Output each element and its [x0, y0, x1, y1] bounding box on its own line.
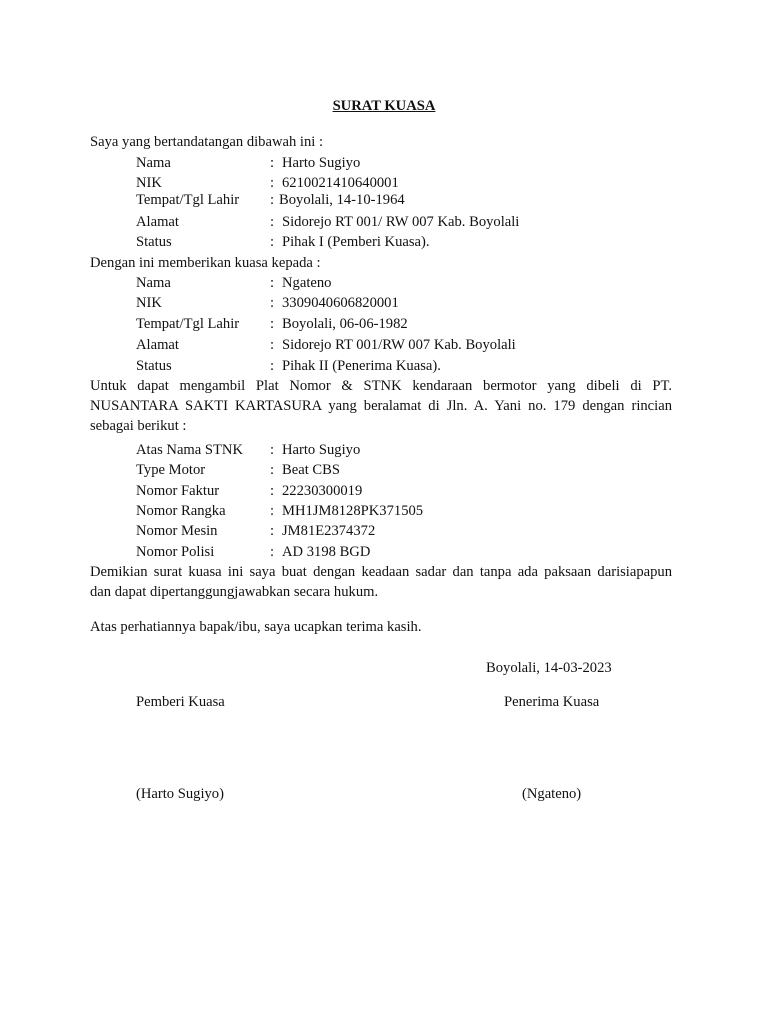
vehicle-polisi-label: Nomor Polisi — [136, 544, 215, 560]
pihak1-nik-value: 6210021410640001 — [282, 175, 399, 191]
vehicle-mesin-colon: : — [270, 523, 275, 539]
vehicle-polisi-value: AD 3198 BGD — [282, 544, 371, 560]
pihak1-status-value: Pihak I (Pemberi Kuasa). — [282, 234, 430, 250]
vehicle-rangka-colon: : — [270, 503, 275, 519]
purpose-line-1: Untuk dapat mengambil Plat Nomor & STNK kendaraan bermotor yang dibeli di PT. — [90, 378, 672, 394]
pihak1-status-label: Status — [136, 234, 172, 250]
signer-right-name: (Ngateno) — [522, 786, 582, 802]
vehicle-mesin-value: JM81E2374372 — [282, 523, 376, 539]
signer-left-role: Pemberi Kuasa — [136, 694, 225, 710]
pihak1-nik-label: NIK — [136, 175, 162, 191]
pihak2-alamat-label: Alamat — [136, 337, 179, 353]
signer-right-role: Penerima Kuasa — [504, 694, 600, 710]
vehicle-type-colon: : — [270, 462, 275, 478]
vehicle-type-value: Beat CBS — [282, 462, 340, 478]
pihak1-ttl-value: Boyolali, 14-10-1964 — [279, 192, 405, 208]
pihak2-ttl-colon: : — [270, 316, 275, 332]
purpose-line-3: sebagai berikut : — [90, 418, 187, 434]
closing-line-2: dan dapat dipertanggungjawabkan secara hukum. — [90, 584, 379, 600]
pihak2-nik-label: NIK — [136, 295, 162, 311]
pihak1-nik-colon: : — [270, 175, 275, 191]
pihak2-alamat-value: Sidorejo RT 001/RW 007 Kab. Boyolali — [282, 337, 516, 353]
vehicle-rangka-value: MH1JM8128PK371505 — [282, 503, 424, 519]
pihak2-nama-label: Nama — [136, 275, 171, 291]
vehicle-faktur-colon: : — [270, 483, 275, 499]
vehicle-stnk-colon: : — [270, 442, 275, 458]
pihak2-ttl-value: Boyolali, 06-06-1982 — [282, 316, 408, 332]
pihak2-status-value: Pihak II (Penerima Kuasa). — [282, 358, 441, 374]
thanks-text: Atas perhatiannya bapak/ibu, saya ucapkan terima kasih. — [90, 619, 422, 635]
vehicle-stnk-value: Harto Sugiyo — [282, 442, 361, 458]
pihak1-alamat-label: Alamat — [136, 214, 179, 230]
pihak1-nama-value: Harto Sugiyo — [282, 155, 361, 171]
pihak2-nik-colon: : — [270, 295, 275, 311]
vehicle-stnk-label: Atas Nama STNK — [136, 442, 244, 458]
pihak1-nama-label: Nama — [136, 155, 171, 171]
signer-left-name: (Harto Sugiyo) — [136, 786, 224, 802]
pihak2-status-label: Status — [136, 358, 172, 374]
place-date: Boyolali, 14-03-2023 — [486, 660, 612, 676]
pihak2-nik-value: 3309040606820001 — [282, 295, 399, 311]
intro-text: Saya yang bertandatangan dibawah ini : — [90, 134, 324, 150]
pihak1-status-colon: : — [270, 234, 275, 250]
pihak2-nama-value: Ngateno — [282, 275, 332, 291]
pihak2-nama-colon: : — [270, 275, 275, 291]
pihak1-ttl-label: Tempat/Tgl Lahir — [136, 192, 240, 208]
vehicle-rangka-label: Nomor Rangka — [136, 503, 226, 519]
pihak1-alamat-value: Sidorejo RT 001/ RW 007 Kab. Boyolali — [282, 214, 520, 230]
vehicle-mesin-label: Nomor Mesin — [136, 523, 218, 539]
pihak1-ttl-colon: : — [270, 192, 275, 208]
vehicle-faktur-value: 22230300019 — [282, 483, 363, 499]
pihak2-alamat-colon: : — [270, 337, 275, 353]
vehicle-type-label: Type Motor — [136, 462, 206, 478]
closing-line-1: Demikian surat kuasa ini saya buat dengan keadaan sadar dan tanpa ada paksaan darisiapapun — [90, 564, 672, 580]
pihak2-status-colon: : — [270, 358, 275, 374]
pihak1-alamat-colon: : — [270, 214, 275, 230]
pihak1-nama-colon: : — [270, 155, 275, 171]
transfer-line: Dengan ini memberikan kuasa kepada : — [90, 255, 321, 271]
pihak2-ttl-label: Tempat/Tgl Lahir — [136, 316, 240, 332]
vehicle-faktur-label: Nomor Faktur — [136, 483, 220, 499]
document-title: SURAT KUASA — [332, 98, 436, 114]
purpose-line-2: NUSANTARA SAKTI KARTASURA yang beralamat di Jln. A. Yani no. 179 dengan rincian — [90, 398, 672, 414]
vehicle-polisi-colon: : — [270, 544, 275, 560]
